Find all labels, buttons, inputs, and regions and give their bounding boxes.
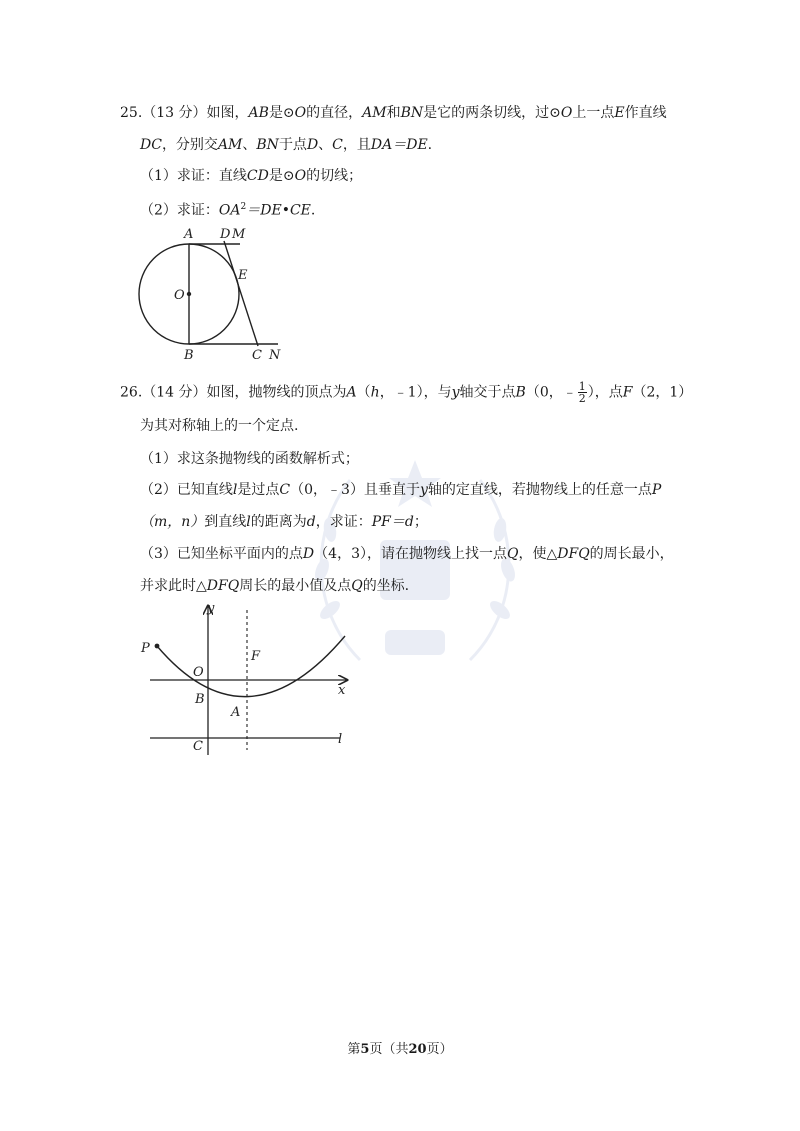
point-p [155,644,160,649]
q26-line-2: 为其对称轴上的一个定点. [140,418,299,434]
label-p: P [141,641,150,656]
label-b: B [184,348,194,363]
q26-line-1: 26.（14 分）如图，抛物线的顶点为A（h，﹣1），与y轴交于点B（0，﹣ $\frac{1}{2}$ ），点F（2，1） [120,380,693,405]
q25-figure-circle-tangents [130,222,300,367]
q26-part-3-line-2: 并求此时△DFQ周长的最小值及点Q的坐标. [140,578,410,594]
parabola-curve [157,636,345,697]
label-o: O [174,288,185,303]
q26-part-2-line-2: （m，n）到直线l的距离为d，求证：PF＝d； [140,514,428,530]
q26-part-2-line-1: （2）已知直线l是过点C（0，﹣3）且垂直于y轴的定直线，若抛物线上的任意一点P [140,482,662,498]
q25-part-1: （1）求证：直线CD是⊙O的切线； [140,168,363,184]
label-a: A [231,705,241,720]
label-f: F [251,649,261,664]
label-e: E [238,268,248,283]
fraction-one-half: $\frac{1}{2}$ [578,380,586,405]
q25-part-2: （2）求证：$OA^2=DE•CE$. [140,202,316,219]
label-n: N [269,348,281,363]
label-c: C [252,348,262,363]
label-c: C [193,739,203,754]
label-l: l [338,732,343,747]
tangent-dc [224,241,258,346]
q26-part-3-line-1: （3）已知坐标平面内的点D（4，3），请在抛物线上找一点Q，使△DFQ的周长最小， [140,546,674,562]
label-a: A [184,227,194,242]
label-x: x [338,683,346,698]
q25-line-1: 25.（13 分）如图，AB是⊙O的直径，AM和BN是它的两条切线，过⊙O上一点E作直线 [120,105,667,121]
q26-part-1: （1）求这条抛物线的函数解析式； [140,451,359,467]
page-footer: 第5页（共20页） [347,1042,453,1057]
label-y: y [207,601,215,616]
center-point [187,292,191,296]
label-m: M [232,227,246,242]
label-d: D [220,227,231,242]
q26-figure-parabola [135,600,360,760]
q25-line-2: DC，分别交AM、BN于点D、C，且DA＝DE. [140,137,433,153]
label-o: O [193,665,204,680]
label-b: B [195,692,205,707]
